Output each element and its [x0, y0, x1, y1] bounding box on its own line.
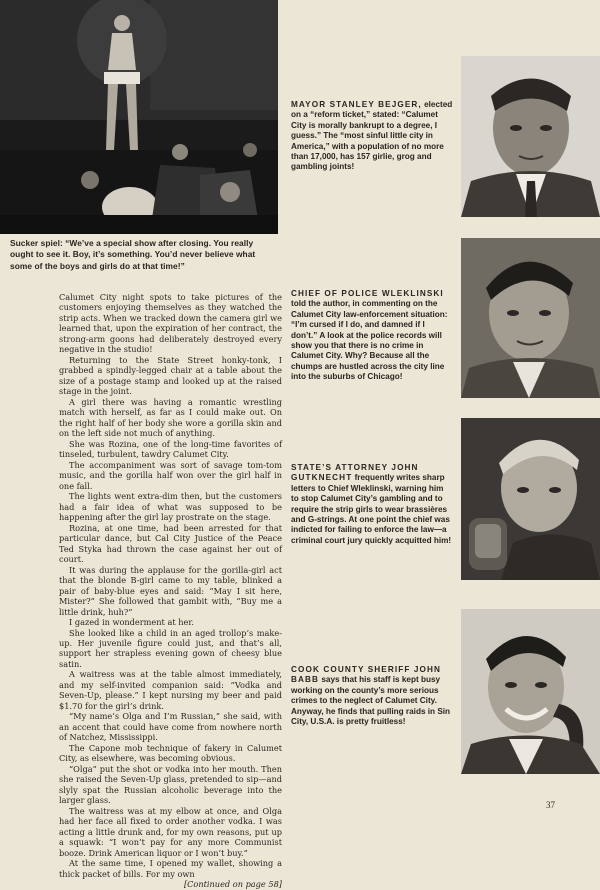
- page-number: 37: [546, 800, 555, 810]
- sidebar-name: CHIEF OF POLICE WLEKLINSKI: [291, 289, 444, 298]
- body-paragraph: Calumet City night spots to take pictures of the customers enjoying themselves as they watched the strip acts. When we tracked down the camera girl we learned that, upon the expiration of her contract, the strong-arm goons had deliberately destroyed every negative in the studio!: [59, 292, 282, 355]
- chief-portrait: [461, 238, 600, 398]
- body-paragraph: A girl there was having a romantic wrestling match with herself, as far as I could make out. On the right half of her body she wore a gorilla skin and on the left side not much of anything.: [59, 396, 282, 439]
- body-paragraph: She was Rozina, one of the long-time favorites of tinseled, turbulent, tawdry Calumet City.: [59, 438, 282, 460]
- sidebar-text: told the author, in commenting on the Calumet City law-enforcement situation: “I’m cursed if I do, and damned if I don’t.” A look at the police records will show you that there is no crime in Calumet City. Why? Because all the chumps are hustled across the city line into the suburbs of Chicago!: [291, 299, 448, 382]
- last-paragraph-text: At the same time, I opened my wallet, showing a thick packet of bills. For my own: [59, 858, 282, 879]
- body-paragraph: It was during the applause for the gorilla-girl act that the blonde B-girl came to my table, blinked a pair of baby-blue eyes and said: “May I sit here, Mister?” She followed that gambit with, “Buy me a little drink, huh?”: [59, 564, 282, 617]
- sidebar-name: COOK COUNTY SHERIFF JOHN BABB: [291, 665, 441, 685]
- body-paragraph: The waitress was at my elbow at once, and Olga had her face all fixed to order another vodka. I was acting a little drunk and, for my own reasons, put up a squawk: “I won’t pay for any more Communist booze. Drink American liquor or I won’t buy.”: [59, 805, 282, 858]
- sidebar-attorney: [291, 463, 453, 546]
- sheriff-portrait: [461, 609, 600, 774]
- sidebar-name: MAYOR STANLEY BEJGER,: [291, 100, 422, 109]
- body-paragraph: Returning to the State Street honky-tonk, I grabbed a spindly-legged chair at a table about the size of a postage stamp and looked up at the raised stage in the joint.: [59, 354, 282, 397]
- body-paragraph: The Capone mob technique of fakery in Calumet City, as elsewhere, was becoming obvious.: [59, 742, 282, 764]
- body-paragraph: Rozina, at one time, had been arrested for that particular dance, but Cal City Justice of the Peace Ted Styka had thrown the case against her out of court.: [59, 522, 282, 565]
- body-paragraph: The accompaniment was sort of savage tom-tom music, and the gorilla half won over the girl half in one fall.: [59, 459, 282, 491]
- article-body: [59, 292, 282, 890]
- body-paragraph: “Olga” put the shot or vodka into her mouth. Then she raised the Seven-Up glass, pretended to sip—and slyly spat the Russian alcoholic beverage into the larger glass.: [59, 763, 282, 806]
- sidebar-sheriff: [291, 665, 453, 727]
- body-paragraph: “My name’s Olga and I’m Russian,” she said, with an accent that could have come from nowhere north of Natchez, Mississippi.: [59, 711, 282, 743]
- body-paragraph: A waitress was at the table almost immediately, and my self-invited companion said: “Vodka and Seven-Up, please.” I kept nursing my beer and paid $1.70 for the girl’s drink.: [59, 669, 282, 711]
- stage-photo: [0, 0, 278, 234]
- continued-note: [Continued on page 58]: [183, 879, 282, 890]
- body-paragraph: The lights went extra-dim then, but the customers had a fair idea of what was supposed to be happening after the girl lay prostrate on the stage.: [59, 491, 282, 523]
- photo-caption: Sucker spiel: “We’ve a special show after closing. You really ought to see it. Boy, it’s something. You’d never believe what some of the boys and girls do at that time!”: [10, 238, 256, 271]
- body-paragraph: She looked like a child in an aged trollop’s make-up. Her juvenile figure could just, and that’s all, support her strapless evening gown of cheesy blue satin.: [59, 627, 282, 669]
- sidebar-name: STATE’S ATTORNEY JOHN GUTKNECHT: [291, 463, 419, 483]
- sidebar-chief: [291, 289, 453, 383]
- mayor-portrait: [461, 56, 600, 217]
- sidebar-mayor: [291, 100, 453, 173]
- attorney-portrait: [461, 418, 600, 580]
- sidebar-text: says that his staff is kept busy working on the county’s more serious crimes to the neglect of Calumet City. Anyway, he finds that pulling raids in Sin City, U.S.A. is pretty fruitless!: [291, 675, 451, 727]
- sidebar-text: elected on a “reform ticket,” stated: “Calumet City is morally bankrupt to a degree, I guess.” The “most sinful little city in America,” with a population of no more than 17,000, has 157 girlie, grog and gambling joints!: [291, 100, 453, 172]
- body-paragraph: I gazed in wonderment at her.: [69, 617, 194, 628]
- sidebar-text: frequently writes sharp letters to Chief Wleklinski, warning him to stop Calumet City’s gambling and to require the strip girls to wear brassières and G-strings. At one point the chief was indicted for failing to enforce the law—a criminal court jury quickly acquitted him!: [291, 473, 452, 545]
- body-paragraph: [59, 858, 282, 890]
